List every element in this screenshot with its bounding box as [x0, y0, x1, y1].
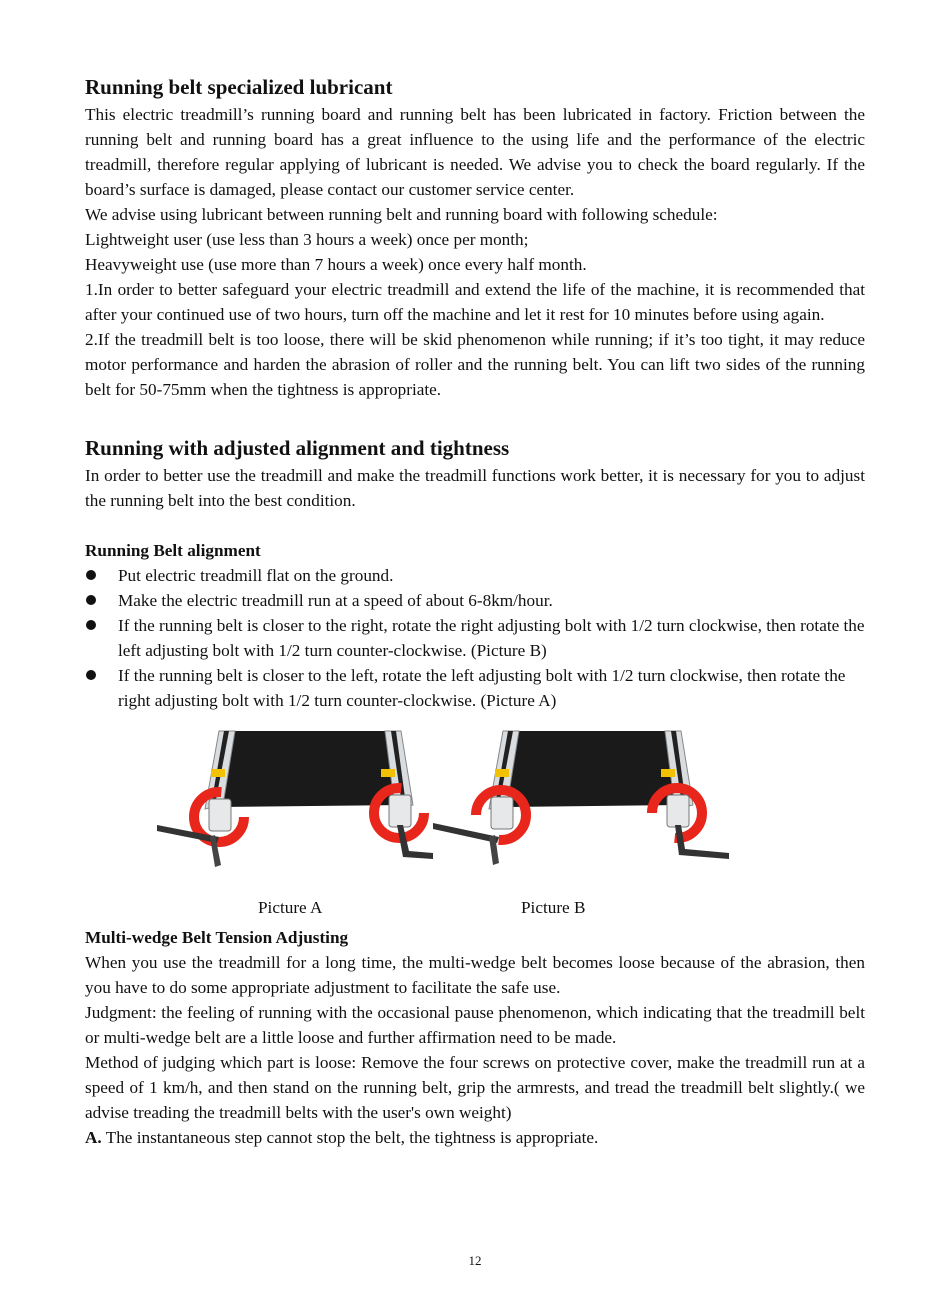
picture-b-illustration: [433, 725, 733, 895]
bullet-icon: [86, 620, 96, 630]
alignment-steps-list: [85, 563, 865, 713]
paragraph-lubricant-intro: This electric treadmill’s running board and running belt has been lubricated in factory. Friction between the running belt and running board has a great influence to the using life and the performance of the electric treadmill, therefore regular applying of lubricant is needed. We advise you to check the board regularly. If the board’s surface is damaged, please contact our customer service center.: [85, 105, 865, 199]
paragraph-heavyweight: Heavyweight use (use more than 7 hours a week) once every half month.: [85, 255, 587, 274]
paragraph-result-a: [85, 1125, 865, 1150]
list-item: Make the electric treadmill run at a speed of about 6-8km/hour.: [85, 588, 865, 613]
alignment-figures: [85, 725, 865, 895]
list-item: If the running belt is closer to the right, rotate the right adjusting bolt with 1/2 turn clockwise, then rotate the left adjusting bolt with 1/2 turn counter-clockwise. (Picture B): [85, 613, 865, 663]
section-title-alignment: Running with adjusted alignment and tightness: [85, 436, 510, 460]
caption-picture-b: Picture B: [521, 898, 586, 917]
subsection-title-tension: Multi-wedge Belt Tension Adjusting: [85, 928, 349, 947]
paragraph-note-1: 1.In order to better safeguard your electric treadmill and extend the life of the machine, it is recommended that after your continued use of two hours, turn off the machine and let it rest for 10 minutes before using again.: [85, 280, 865, 324]
paragraph-lightweight: Lightweight user (use less than 3 hours a week) once per month;: [85, 230, 529, 249]
figure-captions: [85, 895, 865, 925]
paragraph-judging-method: Method of judging which part is loose: Remove the four screws on protective cover, make the treadmill run at a speed of 1 km/h, and then stand on the running belt, grip the armrests, and tread the treadmill belt slightly.( we advise treading the treadmill belts with the user's own weight): [85, 1053, 865, 1122]
caption-picture-a: Picture A: [258, 898, 323, 917]
paragraph-schedule: We advise using lubricant between running belt and running board with following schedule:: [85, 205, 718, 224]
section-alignment-tightness: [85, 433, 865, 1150]
bullet-icon: [86, 670, 96, 680]
picture-a-illustration: [157, 725, 437, 895]
subsection-title-belt-alignment: Running Belt alignment: [85, 541, 261, 560]
bullet-icon: [86, 595, 96, 605]
manual-page: [85, 72, 865, 1150]
note-label: A.: [85, 1128, 102, 1147]
paragraph-judgment: Judgment: the feeling of running with the occasional pause phenomenon, which indicating that the treadmill belt or multi-wedge belt are a little loose and further affirmation need to be made.: [85, 1003, 865, 1047]
list-item: If the running belt is closer to the left, rotate the left adjusting bolt with 1/2 turn clockwise, then rotate the right adjusting bolt with 1/2 turn counter-clockwise. (Picture A): [85, 663, 865, 713]
page-number: 12: [468, 1253, 482, 1268]
note-text: The instantaneous step cannot stop the belt, the tightness is appropriate.: [101, 1128, 599, 1147]
section-title-lubricant: Running belt specialized lubricant: [85, 75, 393, 99]
paragraph-alignment-intro: In order to better use the treadmill and make the treadmill functions work better, it is necessary for you to adjust the running belt into the best condition.: [85, 466, 865, 510]
list-item: Put electric treadmill flat on the ground.: [85, 563, 865, 588]
bullet-icon: [86, 570, 96, 580]
paragraph-tension-intro: When you use the treadmill for a long time, the multi-wedge belt becomes loose because of the abrasion, then you have to do some appropriate adjustment to facilitate the safe use.: [85, 953, 865, 997]
paragraph-note-2: 2.If the treadmill belt is too loose, there will be skid phenomenon while running; if it’s too tight, it may reduce motor performance and harden the abrasion of roller and the running belt. You can lift two sides of the running belt for 50-75mm when the tightness is appropriate.: [85, 330, 865, 399]
